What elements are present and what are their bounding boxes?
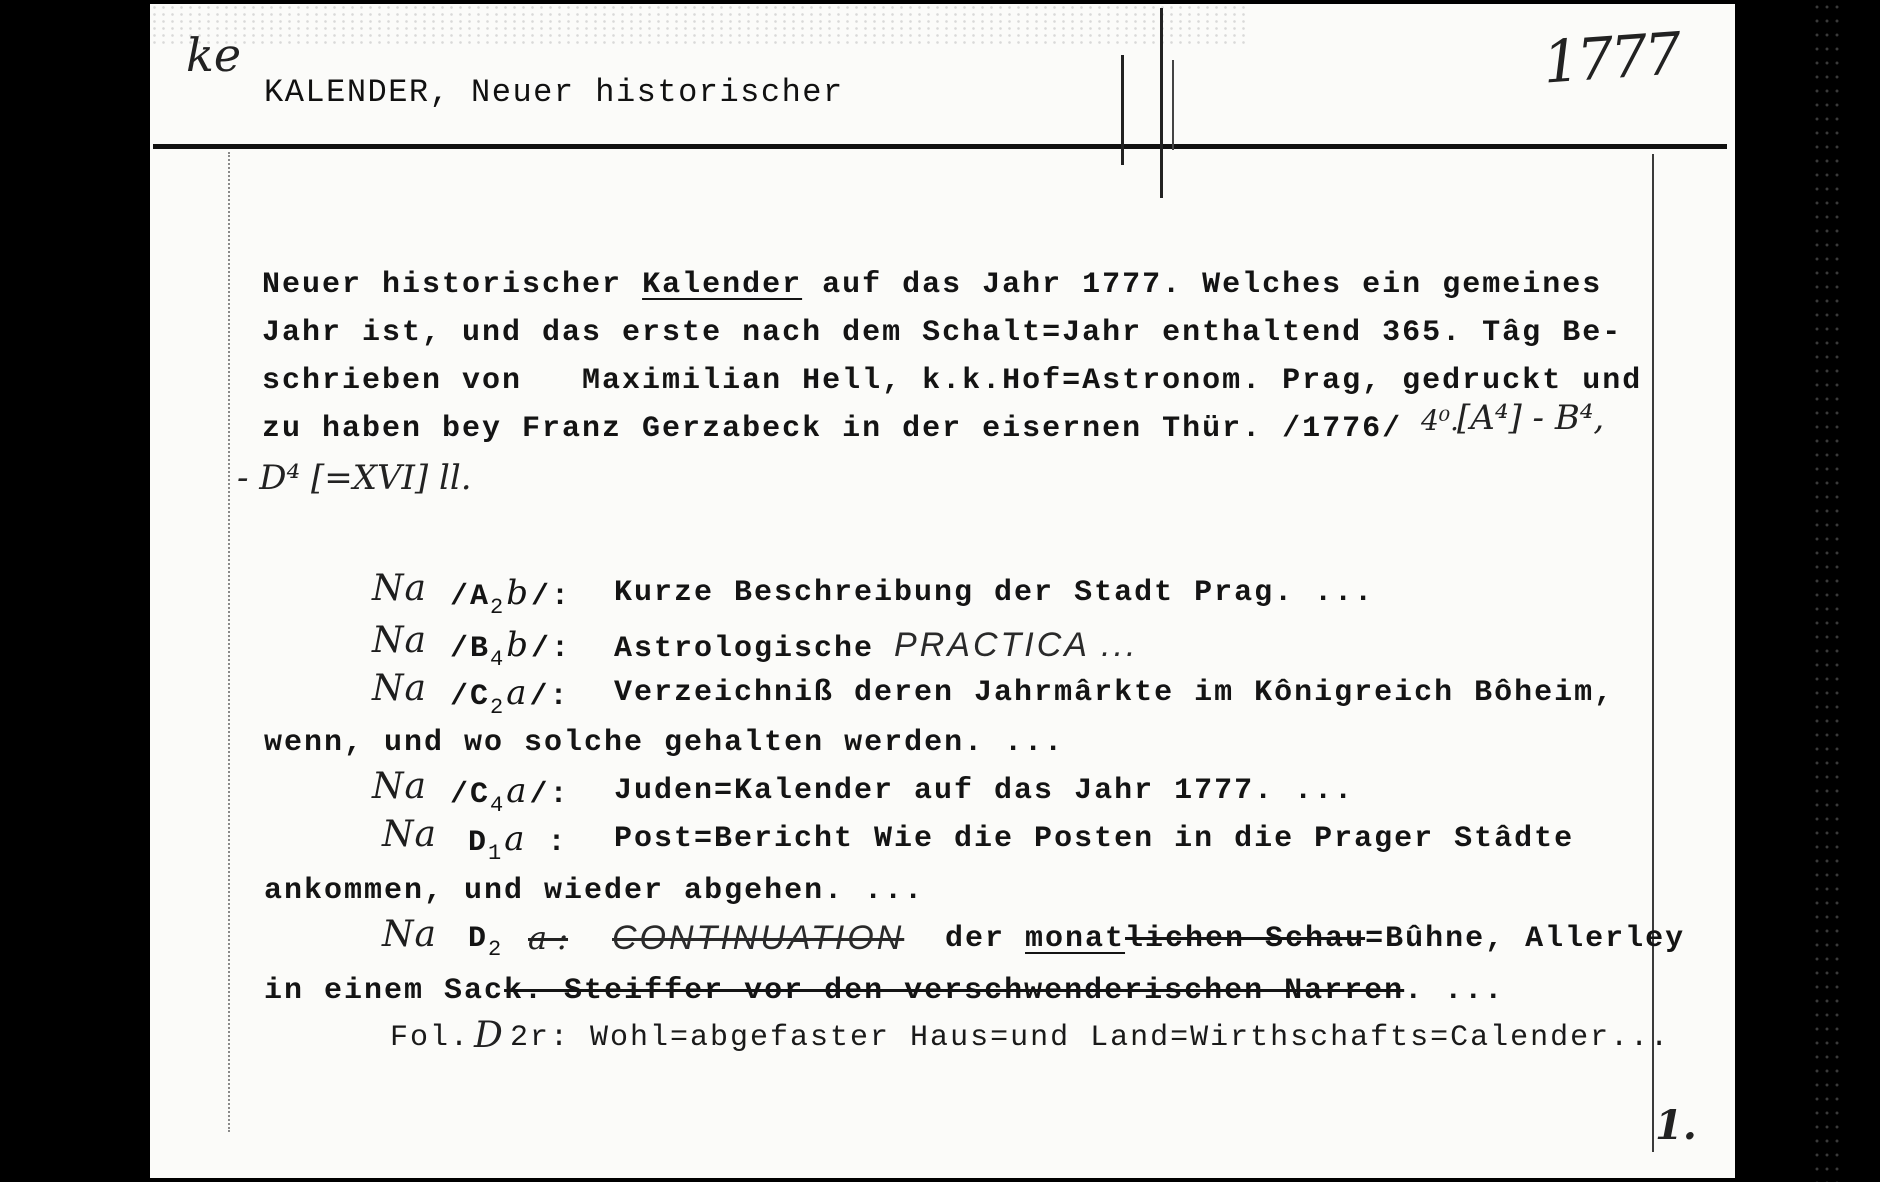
signature-number: 4 — [490, 647, 504, 672]
content-text: Astrologische — [614, 632, 895, 666]
handwritten-title: CONTINUATION — [612, 919, 905, 957]
format-note: 4⁰. — [1421, 404, 1459, 437]
signature-letter: /C — [450, 680, 491, 714]
content-text: =Bûhne, Allerley — [1365, 922, 1686, 956]
content-line — [614, 627, 1139, 667]
signature — [450, 573, 571, 620]
signature-letter: D — [468, 922, 489, 956]
signature-number: 2 — [488, 937, 502, 962]
signature-end: : — [527, 826, 568, 860]
content-text: . ... — [1404, 974, 1505, 1008]
signature-letter: /C — [450, 778, 491, 812]
content-continued: ankommen, und wieder abgehen. ... — [264, 874, 925, 908]
record-number: 1777 — [1540, 19, 1681, 97]
title-line-2: Jahr ist, und das erste nach dem Schalt=Jahr enthaltend 365. Tâg Be- — [262, 316, 1623, 350]
na-mark: Na — [372, 620, 427, 661]
handwritten-mark: ke — [186, 28, 242, 82]
signature-number: 2 — [490, 695, 504, 720]
signature — [468, 921, 502, 962]
signature — [450, 771, 570, 818]
signature — [450, 625, 571, 672]
pencil-mark — [1172, 60, 1174, 150]
imprint-line: zu haben bey Franz Gerzabeck in der eisernen Thür. /1776/ — [262, 412, 1403, 446]
title-line-3: schrieben von Maximilian Hell, k.k.Hof=Astronom. Prag, gedruckt und — [262, 364, 1643, 398]
heading: KALENDER, Neuer historischer — [264, 74, 844, 111]
handwritten-title: PRACTICA — [894, 626, 1089, 664]
na-mark: Na — [372, 766, 427, 807]
signature-number: 2 — [490, 595, 504, 620]
signature-end: /: — [530, 632, 571, 666]
struck-signature: a : — [528, 919, 569, 957]
pencil-mark — [1160, 8, 1163, 198]
signature-end: /: — [529, 680, 570, 714]
title-text: Neuer historischer — [262, 268, 643, 302]
signature-end: /: — [530, 580, 571, 614]
na-mark: Na — [382, 814, 437, 855]
right-margin-line — [1652, 154, 1654, 1152]
content-continued — [264, 973, 1504, 1009]
header-rule — [153, 144, 1727, 149]
card-number: 1. — [1655, 1102, 1697, 1149]
signature-page: a — [504, 819, 525, 859]
content-line — [945, 921, 1685, 957]
signature-page: b — [506, 573, 528, 613]
signature-letter: /B — [450, 632, 491, 666]
signature-number: 4 — [490, 793, 504, 818]
signature-letter: D — [468, 826, 489, 860]
struck-text: k. Steiffer vor den verschwenderischen Narren — [504, 974, 1405, 1008]
content-text: in einem Sac — [264, 974, 505, 1008]
content-text: Juden=Kalender auf das Jahr 1777. ... — [614, 774, 1355, 808]
signature-page: a — [506, 673, 527, 713]
content-continued: wenn, und wo solche gehalten werden. ... — [264, 726, 1065, 760]
content-text: Kurze Beschreibung der Stadt Prag. ... — [614, 576, 1375, 610]
folio-label: Fol. — [390, 1021, 471, 1055]
collation-note: [A⁴] - B⁴, — [1457, 398, 1605, 438]
signature-page: a — [506, 771, 527, 811]
title-line-1 — [262, 267, 1602, 303]
struck-text: lichen Schau — [1125, 922, 1366, 956]
na-mark: Na — [382, 914, 437, 955]
signature — [468, 819, 568, 866]
collation-note: - D⁴ [=XVI] ll. — [237, 458, 472, 498]
folio-hand-mark: D — [474, 1015, 503, 1056]
content-text: Verzeichniß deren Jahrmârkte im Kônigreich Bôheim, — [614, 676, 1615, 710]
left-margin-line — [228, 152, 230, 1132]
scan-noise-column — [1812, 0, 1842, 1182]
underlined-text: monat — [1025, 922, 1126, 956]
handwritten-ellipsis: ... — [1088, 626, 1139, 664]
na-mark: Na — [372, 568, 427, 609]
content-text: Post=Bericht Wie die Posten in die Prager Stâdte — [614, 822, 1575, 856]
pencil-mark — [1121, 55, 1124, 165]
signature-end: /: — [529, 778, 570, 812]
title-text: auf das Jahr 1777. Welches ein gemeines — [802, 268, 1603, 302]
signature-letter: /A — [450, 580, 491, 614]
na-mark: Na — [372, 668, 427, 709]
signature-number: 1 — [488, 841, 502, 866]
signature-page: b — [506, 625, 528, 665]
title-keyword: Kalender — [642, 268, 803, 302]
signature — [450, 673, 570, 720]
scan-noise — [150, 4, 1250, 44]
content-text: der — [945, 922, 1026, 956]
folio-text: 2r: Wohl=abgefaster Haus=und Land=Wirthschafts=Calender... — [510, 1021, 1671, 1055]
